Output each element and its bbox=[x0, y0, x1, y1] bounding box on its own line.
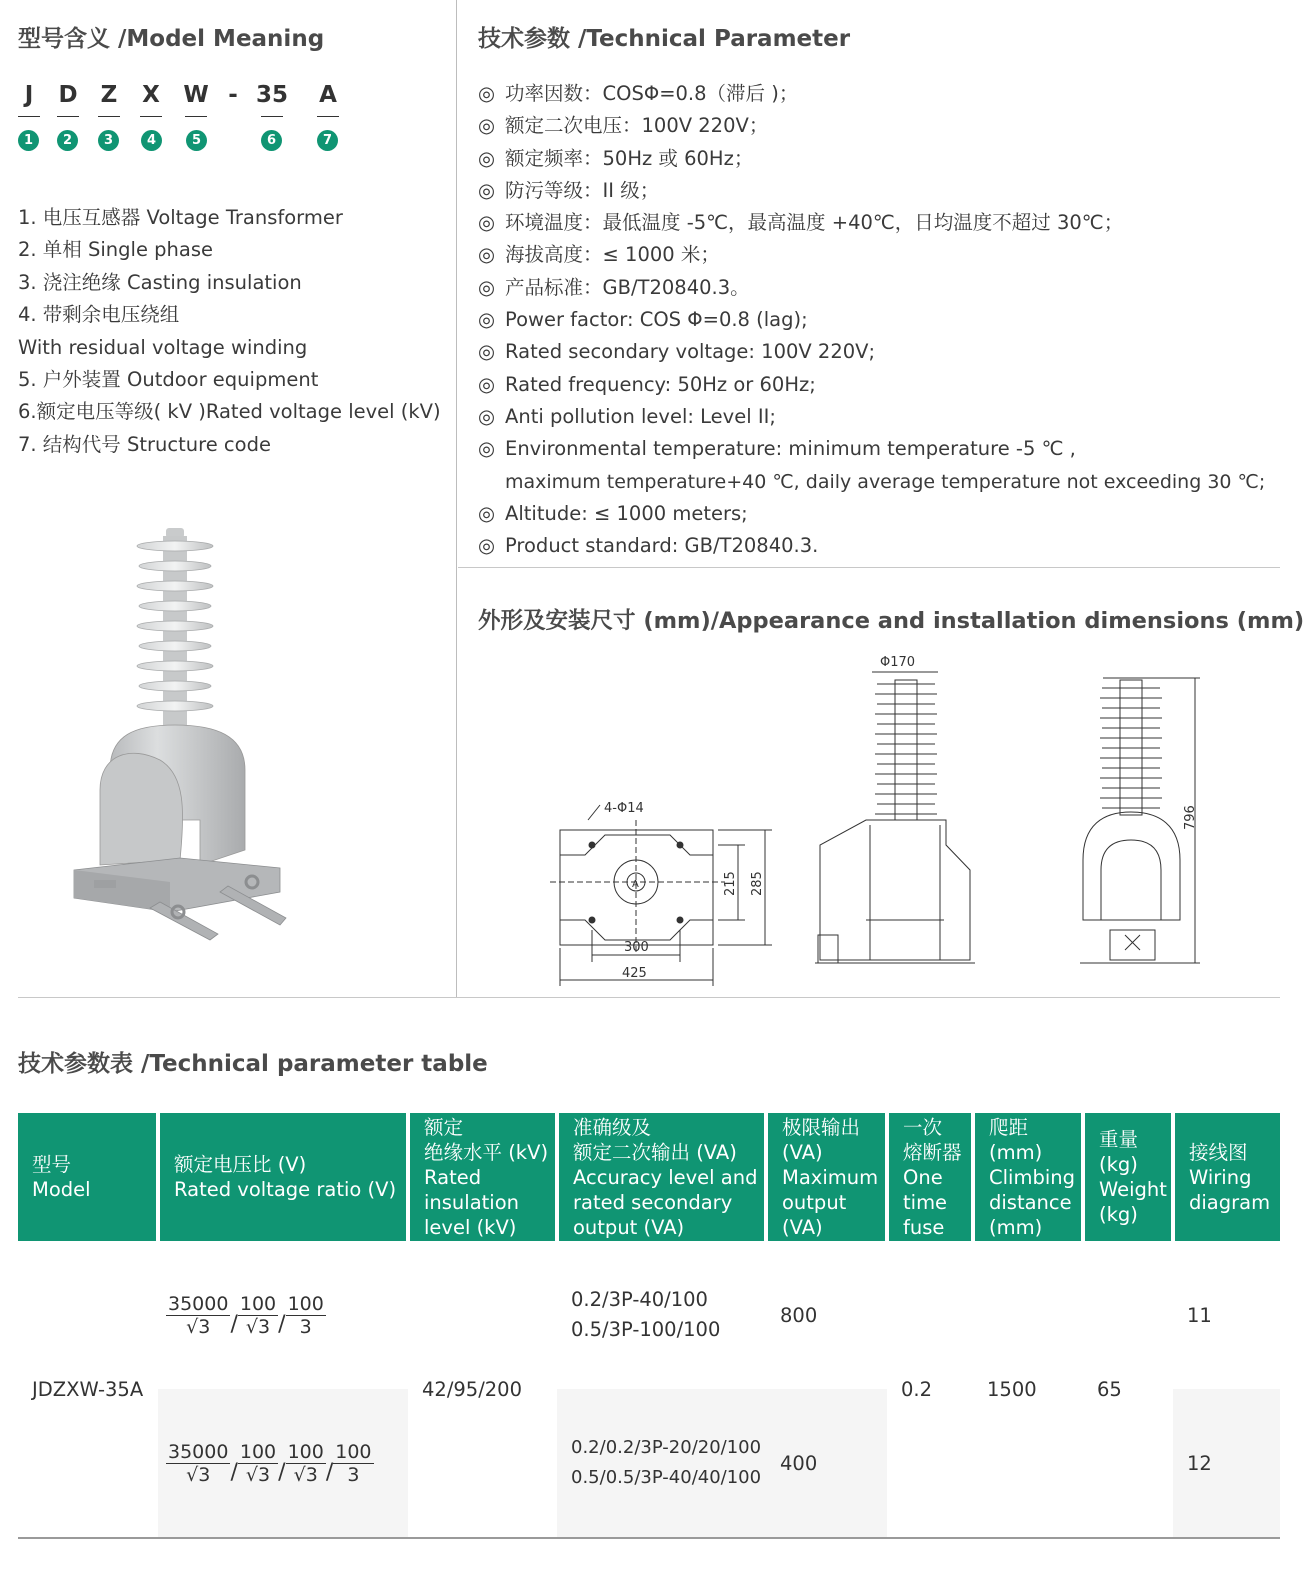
top-diameter-label: Φ170 bbox=[880, 655, 916, 670]
code-letter: D bbox=[58, 82, 78, 108]
table-header-row bbox=[18, 1113, 1280, 1241]
technical-parameter-title: 技术参数 /Technical Parameter bbox=[478, 26, 851, 52]
cell-insulation: 42/95/200 bbox=[408, 1241, 557, 1537]
code-dash: - bbox=[228, 82, 238, 108]
width-inner-label: 300 bbox=[624, 940, 649, 955]
side-view bbox=[1080, 678, 1200, 963]
section-divider bbox=[458, 567, 1280, 568]
list-item: ◎ Product standard: GB/T20840.3. bbox=[478, 530, 1265, 562]
list-item: 7. 结构代号 Structure code bbox=[18, 432, 271, 456]
list-item: ◎ 功率因数：COSΦ=0.8（滞后 )； bbox=[478, 78, 1265, 110]
fraction: $\frac{35000}{√3}$ bbox=[168, 1440, 229, 1486]
width-outer-label: 425 bbox=[622, 966, 647, 981]
bullet-icon: ◎ bbox=[478, 243, 496, 267]
cell-max-output: 800 bbox=[766, 1241, 887, 1389]
code-letter: X bbox=[142, 82, 160, 108]
dimensions-title: 外形及安装尺寸 (mm)/Appearance and installation dimensions (mm) bbox=[478, 608, 1304, 634]
product-photo bbox=[60, 520, 300, 950]
list-item: ◎ 防污等级：II 级； bbox=[478, 175, 1265, 207]
list-item: ◎ 额定二次电压：100V 220V； bbox=[478, 110, 1265, 142]
model-code bbox=[18, 82, 348, 152]
code-letter: J bbox=[24, 82, 34, 108]
column-header-fuse: 一次 熔断器 One time fuse bbox=[887, 1113, 973, 1241]
bullet-icon: ◎ bbox=[478, 404, 496, 428]
list-item: 2. 单相 Single phase bbox=[18, 238, 213, 262]
column-header-wiring: 接线图 Wiring diagram bbox=[1173, 1113, 1280, 1241]
bullet-icon: ◎ bbox=[478, 82, 496, 105]
total-height-label: 796 bbox=[1183, 805, 1198, 830]
column-header-model: 型号 Model bbox=[18, 1113, 158, 1241]
height-inner-label: 215 bbox=[723, 871, 738, 896]
list-item: With residual voltage winding bbox=[18, 335, 308, 359]
fraction: $\frac{35000}{√3}$ bbox=[168, 1292, 229, 1338]
code-number-badge: 5 bbox=[186, 130, 207, 151]
section-divider bbox=[18, 997, 1280, 998]
cell-max-output: 400 bbox=[766, 1389, 887, 1537]
column-header-voltage-ratio: 额定电压比 (V) Rated voltage ratio (V) bbox=[158, 1113, 408, 1241]
technical-parameter-table bbox=[18, 1113, 1280, 1537]
fraction: $\frac{100}{√3}$ bbox=[287, 1440, 324, 1486]
fraction: $\frac{100}{3}$ bbox=[335, 1440, 372, 1486]
bullet-icon: ◎ bbox=[478, 178, 496, 202]
table-row bbox=[18, 1241, 1280, 1389]
base-plan-view bbox=[550, 805, 772, 986]
fraction: $\frac{100}{√3}$ bbox=[239, 1440, 277, 1486]
cell-model: JDZXW-35A bbox=[18, 1241, 158, 1537]
code-number-badge: 7 bbox=[317, 130, 338, 151]
list-item: ◎ 环境温度：最低温度 -5℃，最高温度 +40℃，日均温度不超过 30℃； bbox=[478, 207, 1265, 239]
front-view bbox=[815, 672, 975, 963]
list-item: ◎ 海拔高度：≤ 1000 米； bbox=[478, 239, 1265, 271]
bullet-icon: ◎ bbox=[478, 340, 496, 364]
bullet-icon: ◎ bbox=[478, 308, 496, 332]
code-number-badge: 3 bbox=[98, 130, 119, 151]
model-meaning-title: 型号含义 /Model Meaning bbox=[18, 26, 325, 52]
code-number-badge: 6 bbox=[261, 130, 282, 151]
center-label: A bbox=[632, 879, 639, 890]
list-item: ◎ Rated secondary voltage: 100V 220V; bbox=[478, 336, 1265, 368]
cell-wiring: 11 bbox=[1173, 1241, 1280, 1389]
list-item: ◎ Environmental temperature: minimum temperature -5 ℃ , bbox=[478, 433, 1265, 465]
list-item: ◎ 额定频率：50Hz 或 60Hz； bbox=[478, 143, 1265, 175]
table-bottom-rule bbox=[18, 1537, 1280, 1539]
code-letter: Z bbox=[100, 82, 118, 108]
cell-fuse: 0.2 bbox=[887, 1241, 973, 1537]
cell-wiring: 12 bbox=[1173, 1389, 1280, 1537]
column-divider bbox=[456, 0, 457, 997]
list-item: ◎ Rated frequency: 50Hz or 60Hz; bbox=[478, 369, 1265, 401]
bullet-icon: ◎ bbox=[478, 211, 496, 235]
bullet-icon: ◎ bbox=[478, 372, 496, 396]
hole-label: 4-Φ14 bbox=[604, 801, 644, 816]
code-number-badge: 4 bbox=[141, 130, 162, 151]
model-meaning-list bbox=[18, 202, 441, 461]
column-header-weight: 重量 (kg) Weight (kg) bbox=[1083, 1113, 1173, 1241]
code-letter: A bbox=[319, 82, 337, 108]
list-item: 5. 户外装置 Outdoor equipment bbox=[18, 368, 319, 392]
dimension-drawing bbox=[550, 650, 1210, 990]
list-item: ◎ 产品标准：GB/T20840.3。 bbox=[478, 272, 1265, 304]
bullet-icon: ◎ bbox=[478, 437, 496, 461]
fraction: $\frac{100}{3}$ bbox=[287, 1292, 324, 1338]
code-number-badge: 2 bbox=[57, 130, 78, 151]
list-item: 6.额定电压等级( kV )Rated voltage level (kV) bbox=[18, 400, 441, 424]
column-header-accuracy: 准确级及 额定二次输出 (VA) Accuracy level and rated secondary output (VA) bbox=[557, 1113, 766, 1241]
table-title: 技术参数表 /Technical parameter table bbox=[18, 1051, 488, 1077]
column-header-max-output: 极限输出 (VA) Maximum output (VA) bbox=[766, 1113, 887, 1241]
list-item: ◎ Power factor: COS Φ=0.8 (lag); bbox=[478, 304, 1265, 336]
list-item: 4. 带剩余电压绕组 bbox=[18, 303, 180, 327]
list-item: 3. 浇注绝缘 Casting insulation bbox=[18, 270, 302, 294]
technical-parameter-list bbox=[478, 78, 1265, 562]
cell-weight: 65 bbox=[1083, 1241, 1173, 1537]
cell-accuracy: 0.2/0.2/3P-20/20/100 0.5/0.5/3P-40/40/100 bbox=[557, 1389, 766, 1537]
bullet-icon: ◎ bbox=[478, 534, 496, 558]
cell-accuracy: 0.2/3P-40/100 0.5/3P-100/100 bbox=[557, 1241, 766, 1389]
column-header-insulation: 额定 绝缘水平 (kV) Rated insulation level (kV) bbox=[408, 1113, 557, 1241]
list-item: ◎ Altitude: ≤ 1000 meters; bbox=[478, 498, 1265, 530]
bullet-icon: ◎ bbox=[478, 146, 496, 170]
bullet-icon: ◎ bbox=[478, 275, 496, 299]
fraction: $\frac{100}{√3}$ bbox=[239, 1292, 277, 1338]
code-letter: 35 bbox=[256, 82, 289, 108]
list-item: 1. 电压互感器 Voltage Transformer bbox=[18, 206, 343, 229]
bullet-icon: ◎ bbox=[478, 114, 496, 138]
height-outer-label: 285 bbox=[750, 871, 765, 896]
code-letter: W bbox=[183, 82, 209, 108]
cell-creepage: 1500 bbox=[973, 1241, 1083, 1537]
cell-voltage-ratio: $\frac{35000}{√3}$ / $\frac{100}{√3}$ / $\frac{100}{√3}$ / $\frac{100}{3}$ bbox=[158, 1389, 408, 1537]
list-item: ◎ Anti pollution level: Level II; bbox=[478, 401, 1265, 433]
list-item-continued: maximum temperature+40 ℃, daily average temperature not exceeding 30 ℃; bbox=[505, 470, 1266, 493]
code-number-badge: 1 bbox=[18, 130, 39, 151]
cell-voltage-ratio: $\frac{35000}{√3}$ / $\frac{100}{√3}$ / $\frac{100}{3}$ bbox=[158, 1241, 408, 1389]
bullet-icon: ◎ bbox=[478, 501, 496, 525]
column-header-creepage: 爬距 (mm) Climbing distance (mm) bbox=[973, 1113, 1083, 1241]
